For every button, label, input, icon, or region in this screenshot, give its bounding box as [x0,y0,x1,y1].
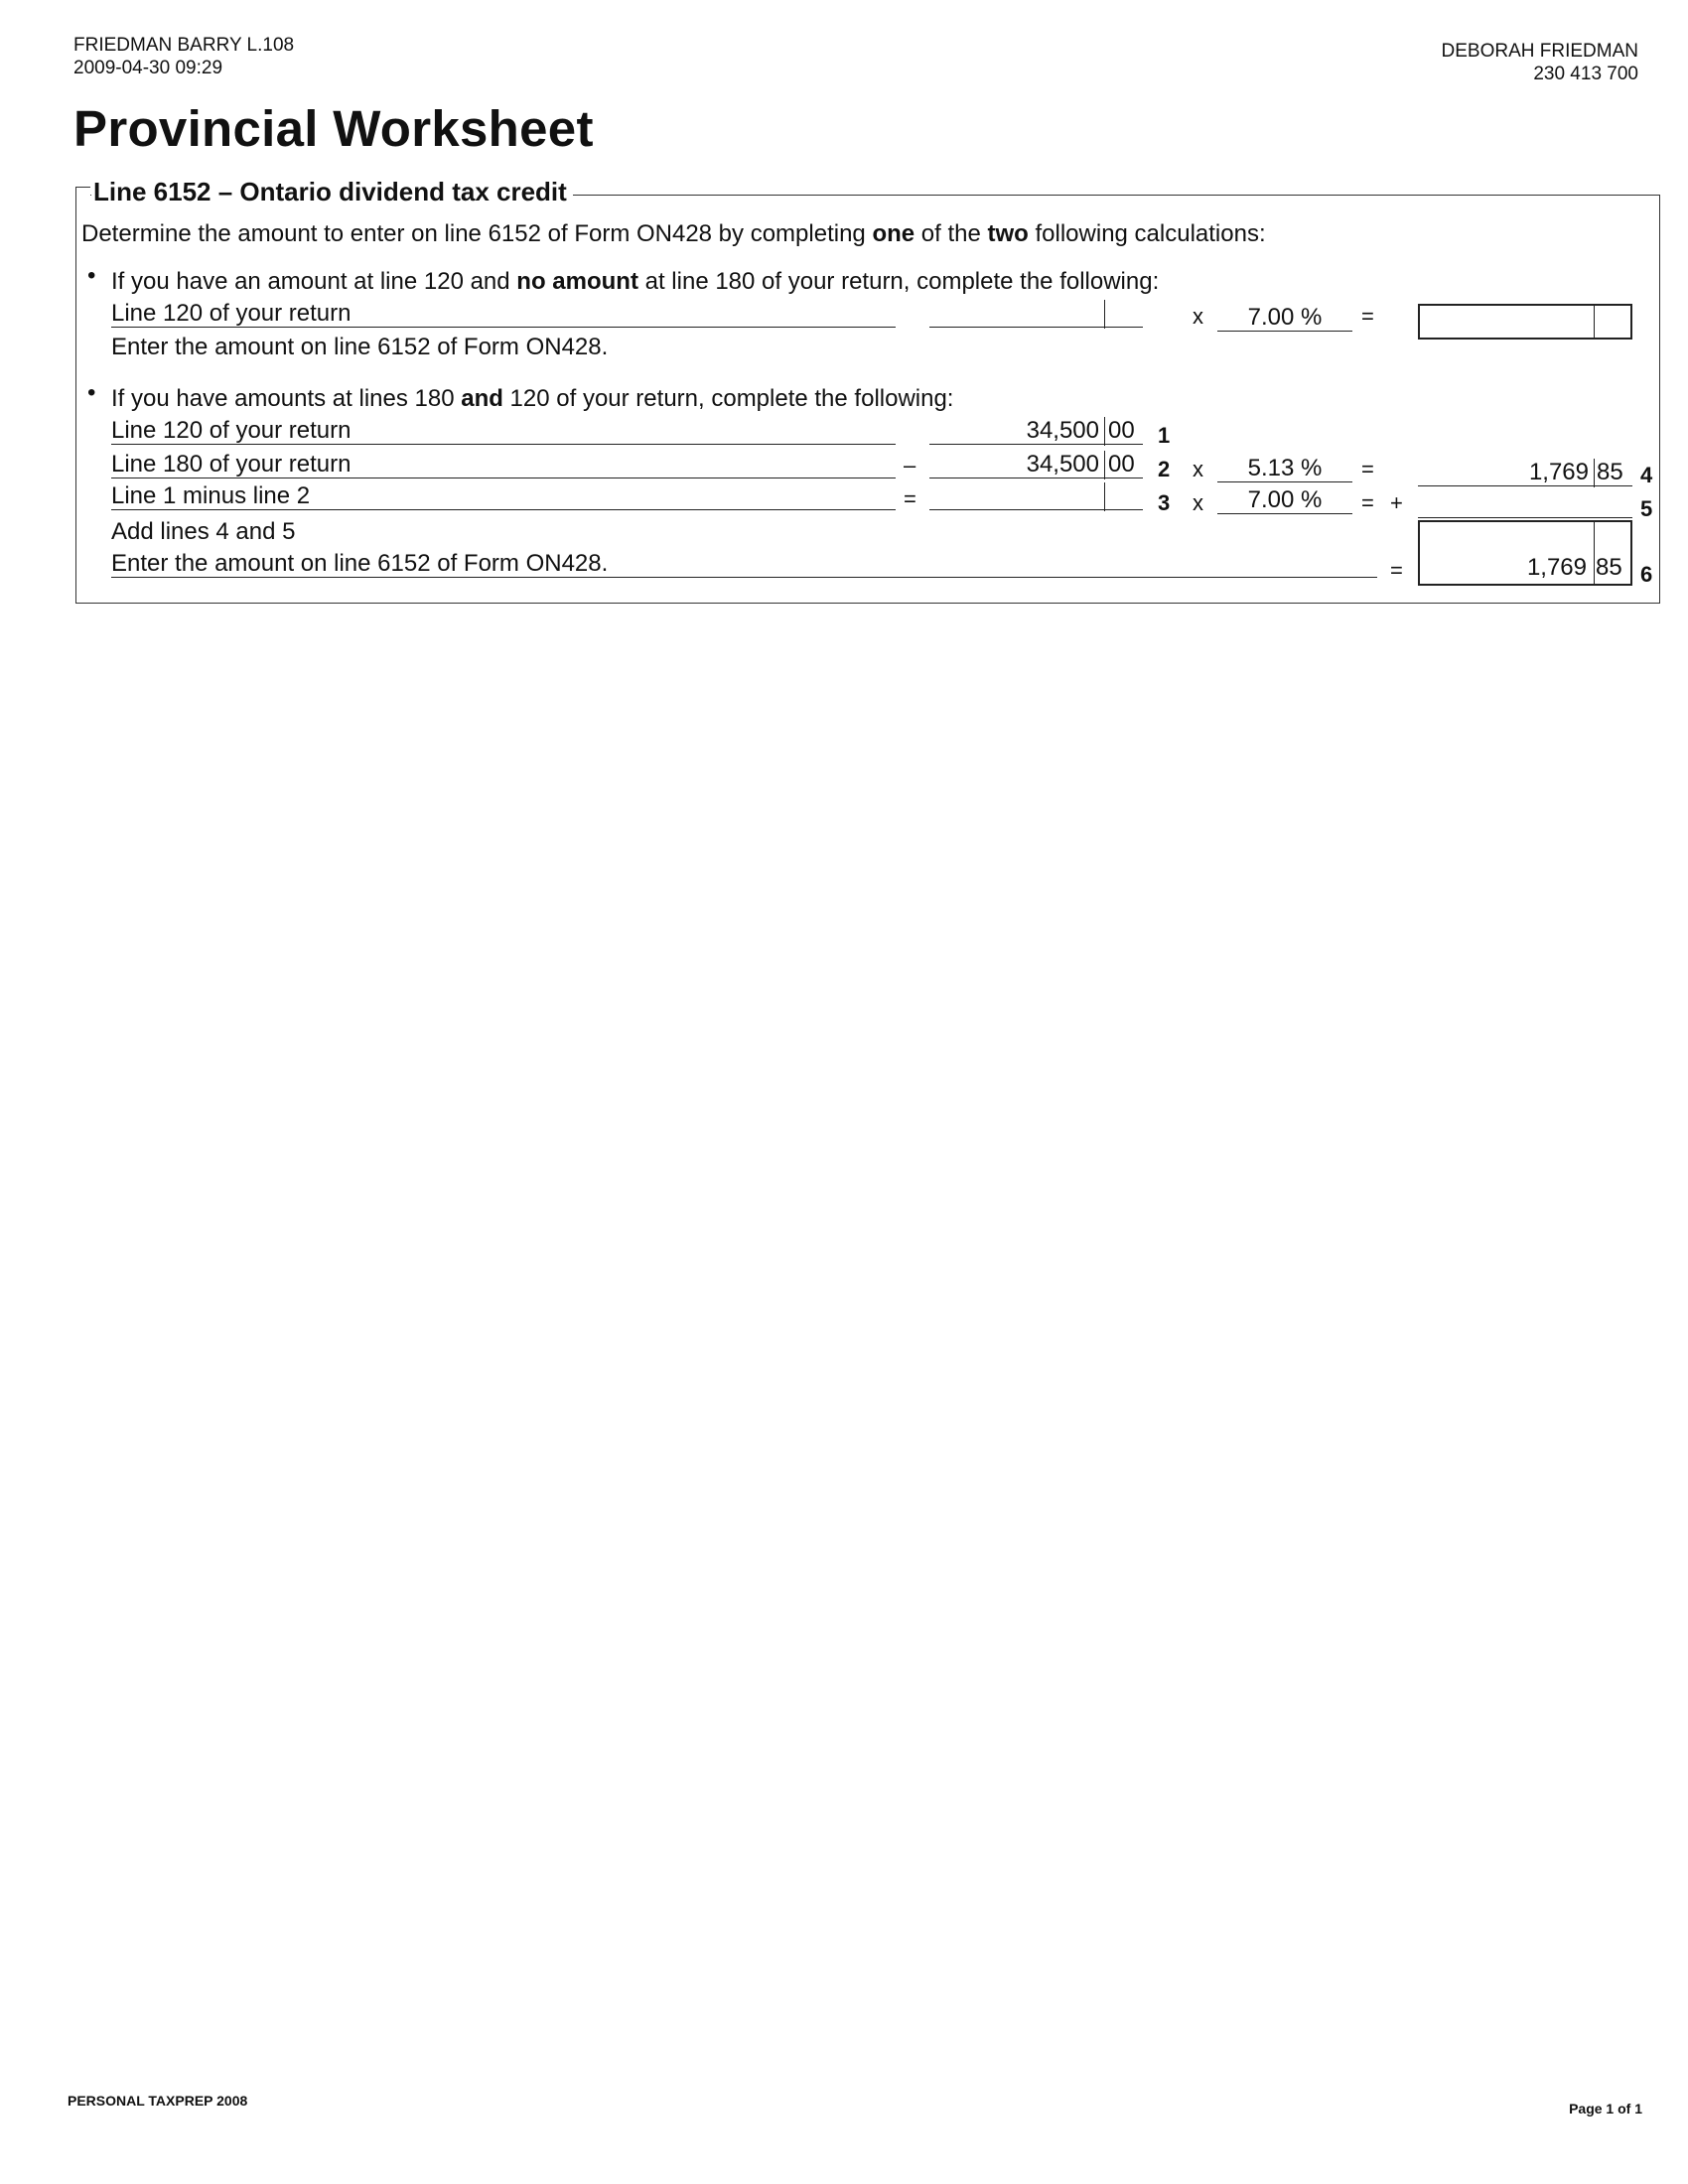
line2-dollars: 34,500 [1026,451,1099,478]
line-number-4: 4 [1640,463,1653,487]
footer-software: PERSONAL TAXPREP 2008 [68,2093,248,2109]
footer-page-number: Page 1 of 1 [1569,2101,1642,2116]
final-equals: = [1390,558,1403,583]
line-number-3: 3 [1158,490,1171,515]
case1-rate: 7.00 % [1217,304,1352,332]
line4-amount-field[interactable] [1418,459,1632,486]
cents-divider [1104,300,1105,329]
line4-dollars: 1,769 [1528,459,1589,485]
line1-cents: 00 [1108,417,1135,444]
header-taxpayer-name: DEBORAH FRIEDMAN [1441,41,1638,62]
header-right [1442,40,1638,85]
cents-divider [1594,459,1595,487]
case1-result-box[interactable] [1418,304,1632,340]
line-number-6: 6 [1640,562,1653,587]
cents-divider [1104,451,1105,479]
line2-cents: 00 [1108,451,1135,478]
line3-amount-field[interactable] [929,482,1143,510]
line3-times: x [1193,490,1203,515]
line1-minus-line2-label: Line 1 minus line 2 [111,482,896,510]
final-enter-label: Enter the amount on line 6152 of Form ON428. [111,550,1377,578]
case1-enter-instruction: Enter the amount on line 6152 of Form ON428. [111,334,609,360]
case1-line120-label: Line 120 of your return [111,300,896,328]
line3-equals: = [1361,490,1374,515]
line6-cents: 85 [1596,554,1622,581]
header-client-name: FRIEDMAN BARRY L.108 [73,35,295,56]
cents-divider [1594,520,1595,586]
line6-result-box[interactable] [1418,520,1632,586]
add-lines-label: Add lines 4 and 5 [111,518,296,545]
case1-instruction: If you have an amount at line 120 and no amount at line 180 of your return, complete the following: [111,268,1160,295]
line1-dollars: 34,500 [1026,417,1099,444]
equals-operator: = [904,486,916,511]
line2-equals: = [1361,457,1374,481]
plus-operator: + [1390,490,1403,515]
line4-cents: 85 [1597,459,1623,485]
line6-dollars: 1,769 [1526,554,1587,581]
header-timestamp: 2009-04-30 09:29 [73,58,223,78]
cents-divider [1104,417,1105,446]
bullet-icon: • [87,379,96,406]
bullet-icon: • [87,262,96,289]
line-number-1: 1 [1158,423,1171,448]
page-title: Provincial Worksheet [73,100,594,157]
line120-label: Line 120 of your return [111,417,896,445]
case2-instruction: If you have amounts at lines 180 and 120 of your return, complete the following: [111,385,954,412]
cents-divider [1594,304,1595,340]
header-left [73,34,294,79]
minus-operator: – [904,453,916,478]
line180-label: Line 180 of your return [111,451,896,478]
section-title: Line 6152 – Ontario dividend tax credit [91,177,573,207]
case1-line120-amount-field[interactable] [929,300,1143,328]
cents-divider [1104,482,1105,511]
case1-equals: = [1361,304,1374,329]
line2-amount-field[interactable] [929,451,1143,478]
line-number-2: 2 [1158,457,1171,481]
line2-rate: 5.13 % [1217,455,1352,482]
line-number-5: 5 [1640,496,1653,521]
line2-times: x [1193,457,1203,481]
line5-amount-field[interactable] [1418,490,1632,518]
line3-rate: 7.00 % [1217,486,1352,514]
section-corner [75,187,90,198]
section-intro: Determine the amount to enter on line 6152 of Form ON428 by completing one of the two following calculations: [81,220,1266,247]
line1-amount-field[interactable] [929,417,1143,445]
case1-times: x [1193,304,1203,329]
header-sin: 230 413 700 [1533,64,1638,84]
